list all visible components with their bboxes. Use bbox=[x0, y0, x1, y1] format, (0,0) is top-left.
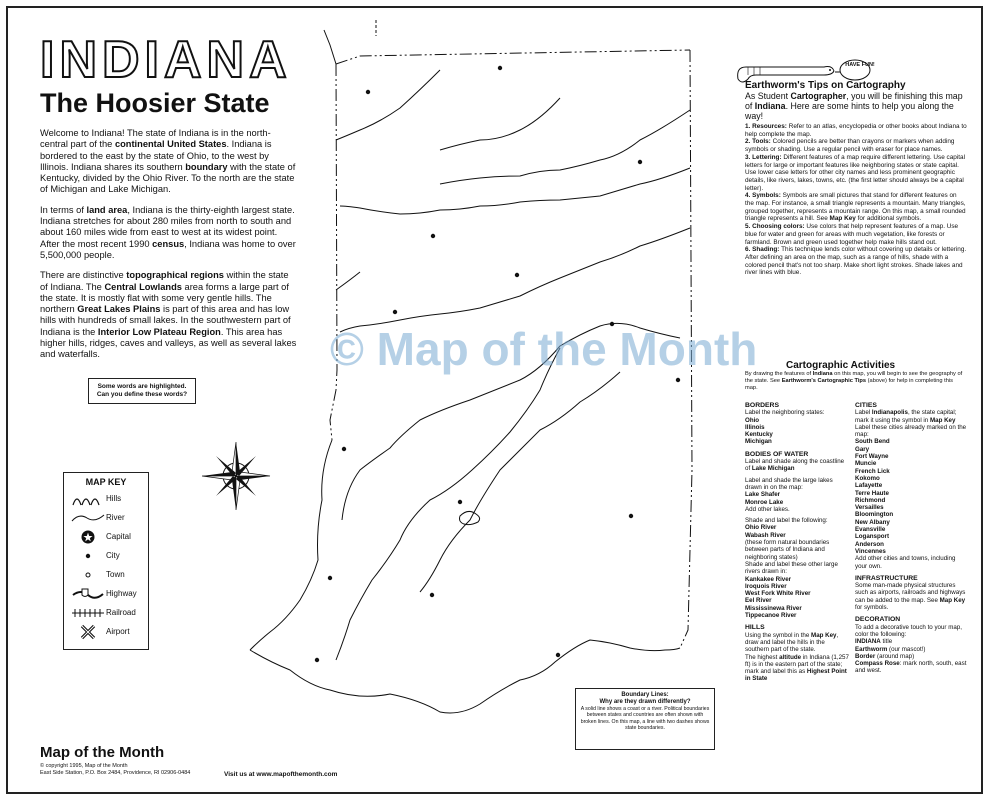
tip-item: 1. Resources: Refer to an atlas, encyclopedia or other books about Indiana to help complete the map. bbox=[745, 123, 967, 138]
watermark: © Map of the Month bbox=[330, 323, 758, 375]
city-dot bbox=[315, 658, 319, 662]
decoration-item: Earthworm (our mascot!) bbox=[855, 645, 926, 653]
footer-copyright-line-2: East Side Station, P.O. Box 2484, Providence, RI 02906-0484 bbox=[40, 770, 191, 776]
activities-left-column bbox=[745, 402, 849, 683]
city-dot bbox=[676, 378, 680, 382]
tip-item: 3. Lettering: Different features of a map require different lettering. Use capital letters for large or important features like neighboring states or state capital. Use lower case letters for other city names and less prominent geographic details, like rivers, lakes, towns, etc. (the first letter should always be a capital letter). bbox=[745, 153, 965, 192]
lake-item: Lake Shafer bbox=[745, 491, 781, 499]
city-item: Logansport bbox=[855, 533, 890, 541]
water-heading: BODIES OF WATER bbox=[745, 450, 809, 458]
tippecanoe-river bbox=[440, 98, 560, 150]
cities-text: Label Indianapolis, the state capital; mark it using the symbol in Map Key bbox=[855, 409, 957, 424]
earthworm-speech-bubble: HAVE FUN! bbox=[845, 62, 875, 68]
decoration-item: Border (around map) bbox=[855, 652, 915, 660]
decoration-item: Compass Rose: mark north, south, east and west. bbox=[855, 660, 967, 675]
boundary-lines-box bbox=[575, 688, 715, 750]
intro-paragraph-1: Welcome to Indiana! The state of Indiana is in the north-central part of the continental United States. Indiana is bordered to the east by the state of Ohio, to the west by Illinois. Indiana shares its southern boundary with the state of Kentucky, divided by the Ohio River. To the north are the state of Michigan and Lake Michigan. bbox=[40, 128, 296, 195]
map-key-label: Capital bbox=[106, 532, 131, 541]
city-item: New Albany bbox=[855, 518, 890, 526]
tip-item: 5. Choosing colors: Use colors that help represent features of a map. Use blue for water and green for areas with much vegetation, like forests or farmland. Brown and green used together help make hills stand out. bbox=[745, 223, 959, 246]
map-key-label: River bbox=[106, 513, 125, 522]
city-item: Kokomo bbox=[855, 474, 880, 482]
city-item: Richmond bbox=[855, 496, 886, 504]
city-dot bbox=[556, 653, 560, 657]
west-fork-white-river bbox=[420, 372, 620, 592]
monroe-lake bbox=[460, 511, 480, 524]
borders-item: Michigan bbox=[745, 438, 772, 446]
page-subtitle: The Hoosier State bbox=[40, 88, 270, 118]
borders-item: Kentucky bbox=[745, 431, 773, 439]
lake-item: Monroe Lake bbox=[745, 498, 784, 506]
city-dot bbox=[366, 90, 370, 94]
city-item: Versailles bbox=[855, 504, 884, 512]
city-item: Terre Haute bbox=[855, 489, 889, 497]
intro-paragraph-3: There are distinctive topographical regions within the state of Indiana. The Central Lowlands area forms a large part of the state. It is mostly flat with some very gentle hills. The northern Great Lakes Plains is part of this area and has low hills with hundreds of small lakes. In the southwestern part of Indiana is the Interior Low Plateau Region. This area has higher hills, ridges, caves and valleys, as well as several lakes and waterfalls. bbox=[40, 270, 297, 360]
cities-text: Add other cities and towns, including your own. bbox=[855, 555, 956, 570]
water-text: Label and shade the large lakes drawn in on the map: bbox=[745, 476, 833, 491]
water-text: (these form natural boundaries between parts of Indiana and neighboring states) bbox=[745, 539, 830, 561]
cartography-tips bbox=[745, 80, 967, 277]
white-river bbox=[336, 348, 560, 660]
river-item: Tippecanoe River bbox=[745, 612, 797, 620]
state-border-west bbox=[330, 64, 337, 440]
map-key-label: Airport bbox=[106, 627, 130, 636]
map-key-title: MAP KEY bbox=[85, 477, 127, 487]
city-dot bbox=[638, 160, 642, 164]
lake-michigan-coast bbox=[324, 30, 336, 64]
map-key-label: Highway bbox=[106, 589, 137, 598]
city-item: Anderson bbox=[855, 540, 884, 548]
tips-title: Earthworm's Tips on Cartography bbox=[745, 80, 906, 91]
footer-website: Visit us at www.mapofthemonth.com bbox=[224, 771, 338, 778]
borders-text: Label the neighboring states: bbox=[745, 409, 825, 417]
intro-paragraph-2: In terms of land area, Indiana is the thirty-eighth largest state. Indiana stretches for about 280 miles from north to south and about 160 miles wide from east to west at its widest point. After the most recent 1990 census, Indiana was home to over 5,500,000 people. bbox=[40, 204, 296, 260]
infrastructure-text: Some man-made physical structures such as airports, railroads and highways can be added to the map. See Map Key for symbols. bbox=[855, 582, 966, 612]
city-dot bbox=[498, 66, 502, 70]
city-dot bbox=[431, 234, 435, 238]
footer-title: Map of the Month bbox=[40, 744, 165, 761]
hills-heading: HILLS bbox=[745, 624, 765, 632]
city-item: Fort Wayne bbox=[855, 453, 889, 461]
footer-copyright-line-1: © copyright 1995, Map of the Month bbox=[40, 763, 128, 769]
boundary-box-question: Why are they drawn differently? bbox=[599, 699, 691, 705]
boundary-box-text: A solid line shows a coast or a river. Political boundaries between states and countries are often shown with broken lines. On this map, a line with two dashes shows state boundaries. bbox=[580, 706, 710, 731]
city-item: Lafayette bbox=[855, 482, 883, 490]
city-item: Vincennes bbox=[855, 547, 886, 555]
city-dot bbox=[342, 447, 346, 451]
city-dot bbox=[393, 310, 397, 314]
infrastructure-heading: INFRASTRUCTURE bbox=[855, 574, 918, 582]
city-item: Evansville bbox=[855, 526, 886, 534]
water-text: Add other lakes. bbox=[745, 505, 790, 513]
cities-heading: CITIES bbox=[855, 402, 877, 409]
city-item: Gary bbox=[855, 445, 870, 453]
activities-title: Cartographic Activities bbox=[786, 360, 896, 371]
city-item: Muncie bbox=[855, 460, 877, 468]
hills-text: The highest altitude in Indiana (1,257 ft) is in the eastern part of the state; mark and label this as Highest Point in State bbox=[745, 653, 849, 683]
river-item: Wabash River bbox=[745, 531, 786, 539]
map-key-label: Hills bbox=[106, 494, 122, 503]
water-text: Shade and label these other large rivers drawn in: bbox=[745, 560, 838, 576]
city-item: Bloomington bbox=[855, 511, 894, 519]
highlight-note-line-1: Some words are highlighted. bbox=[97, 383, 187, 390]
river-item: West Fork White River bbox=[745, 590, 811, 598]
map-key-label: Town bbox=[106, 570, 125, 579]
river-item: Eel River bbox=[745, 597, 772, 605]
city-item: South Bend bbox=[855, 438, 890, 446]
water-text: Label and shade along the coastline of Lake Michigan bbox=[745, 458, 845, 473]
river-item: Iroquois River bbox=[745, 582, 787, 590]
page-title: INDIANA bbox=[40, 31, 292, 89]
decoration-text: To add a decorative touch to your map, color the following: bbox=[855, 623, 962, 638]
city-dot bbox=[515, 273, 519, 277]
kankakee-river bbox=[336, 70, 440, 140]
decoration-heading: DECORATION bbox=[855, 616, 901, 624]
iroquois-river bbox=[336, 272, 360, 290]
tips-intro: As Student Cartographer, you will be finishing this map of Indiana. Here are some hints to help you along the way! bbox=[745, 91, 963, 121]
river-item: Kankakee River bbox=[745, 575, 792, 583]
tip-item: 4. Symbols: Symbols are small pictures that stand for different features on the map. For instance, a small triangle represents a mountain. Many triangles, grouped together, represents a mountain range. On this map, a small rounded triangle represents a hill. See Map Key for additional symbols. bbox=[745, 192, 966, 223]
footer-copyright bbox=[40, 763, 190, 777]
river-north-a bbox=[440, 110, 690, 184]
city-dot bbox=[629, 514, 633, 518]
water-text: Shade and label the following: bbox=[745, 517, 828, 525]
borders-item: Ohio bbox=[745, 416, 760, 424]
activities-right-column bbox=[855, 402, 967, 675]
wabash-river bbox=[250, 440, 332, 650]
state-border-north bbox=[336, 50, 690, 64]
cities-text: Label these cities already marked on the map: bbox=[855, 423, 967, 439]
city-dot bbox=[458, 500, 462, 504]
tip-item: 2. Tools: Colored pencils are better than crayons or markers when adding symbols or shading. Use a regular pencil with eraser for place names. bbox=[745, 138, 955, 154]
borders-heading: BORDERS bbox=[745, 402, 779, 409]
city-item: French Lick bbox=[855, 467, 890, 475]
boundary-box-title: Boundary Lines: bbox=[621, 692, 669, 698]
activities-intro: By drawing the features of Indiana on this map, you will begin to see the geography of the state. See Earthworm's Cartographic Tips (above) for help in completing this map. bbox=[745, 371, 963, 391]
tip-item: 6. Shading: This technique lends color without covering up details or lettering. After defining an area on the map, such as a range of hills, shade with a colored pencil that's not too sharp. Make short light strokes. Shade lakes and river lines with blue. bbox=[745, 246, 967, 277]
mississinewa-river bbox=[340, 228, 690, 332]
eel-river bbox=[340, 168, 690, 214]
map-key-label: City bbox=[106, 551, 120, 560]
city-dot bbox=[430, 593, 434, 597]
city-dot bbox=[328, 576, 332, 580]
river-item: Mississinewa River bbox=[745, 604, 802, 612]
river-item: Ohio River bbox=[745, 524, 777, 532]
decoration-item: INDIANA title bbox=[855, 638, 893, 646]
map-key-label: Railroad bbox=[106, 608, 136, 617]
hills-text: Using the symbol in the Map Key, draw and label the hills in the southern part of the state. bbox=[745, 631, 839, 654]
borders-item: Illinois bbox=[745, 423, 765, 431]
highlight-note-line-2: Can you define these words? bbox=[96, 391, 188, 398]
